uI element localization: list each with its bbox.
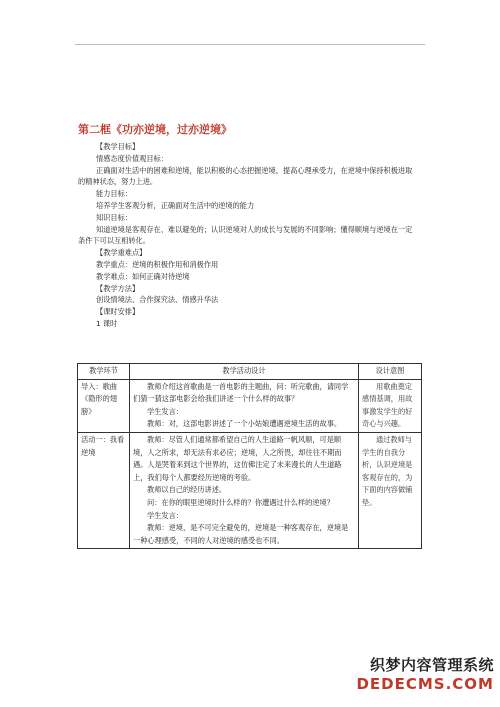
row1-paragraph: 教师：对，这部电影讲述了一个小姑娘遭遇逆境生活的故事。	[147, 419, 342, 429]
row1-intent-text: 用歌曲奠定感情基调，用故事激发学生的好奇心与兴趣。	[362, 381, 413, 429]
section-heading-objectives: 【教学目标】	[96, 142, 140, 151]
objective-ability-text: 培养学生客观分析，正确面对生活中的逆境的能力	[96, 200, 255, 210]
header-phase: 教学环节	[78, 364, 130, 380]
watermark	[356, 654, 494, 693]
top-divider	[75, 44, 425, 45]
schedule-text: 1 课时	[96, 318, 118, 328]
objective-knowledge-heading: 知识目标：	[96, 212, 132, 222]
objective-ability-heading: 能力目标：	[96, 189, 132, 199]
header-activity: 教学活动设计	[130, 364, 359, 380]
section-heading-methods: 【教学方法】	[96, 283, 140, 293]
row2-paragraph: 教师：尽管人们通常都希望自己的人生道路一帆风顺，可是顺境，人之所求，却无法有求必应；逆境，人之所畏，却往往不期而遇。人是哭着来到这个世界的，这仿佛注定了未来漫长的人生道路上，我们每个人都要经历逆境的考验。	[133, 434, 342, 482]
keypoint-difficulty: 教学难点：如何正确对待逆境	[96, 271, 190, 281]
row2-intent	[359, 432, 422, 548]
table-row	[78, 379, 422, 432]
row2-paragraph: 教师以自己的经历讲述。	[147, 485, 227, 495]
row2-paragraph: 学生发言：	[147, 510, 183, 520]
row2-paragraph: 教师：逆境，是不可完全避免的，逆境是一种客观存在，逆境是一种心理感受，不同的人对逆境的感受也不同。	[133, 523, 349, 545]
row2-paragraph: 问：在你的眼里逆境时什么样的？你遭遇过什么样的逆境？	[147, 497, 334, 507]
lesson-table	[77, 363, 422, 549]
row1-paragraph: 学生发言：	[147, 406, 183, 416]
objective-knowledge-text: 知道逆境是客观存在、难以避免的；认识逆境对人的成长与发展的不同影响；懂得顺境与逆境在一定条件下可以互相转化。	[78, 224, 413, 246]
methods-text: 创设情境法、合作探究法、情感升华法	[96, 295, 219, 305]
section-heading-keypoints: 【教学重难点】	[96, 248, 147, 258]
row1-paragraph: 教师介绍这首歌曲是一首电影的主题曲，问：听完歌曲，请同学们猜一猜这部电影会给我们讲述一个什么样的故事？	[133, 381, 349, 404]
objective-emotion-heading: 情感态度价值观目标：	[96, 153, 168, 163]
table-row	[78, 432, 422, 548]
row2-intent-text: 通过教师与学生的自我分析，认识逆境是客观存在的，为下面的内容做铺垫。	[362, 434, 413, 507]
row2-activity	[130, 432, 359, 548]
watermark-domain: DEDECMS.COM	[356, 675, 494, 693]
header-intent: 设计意图	[359, 364, 422, 380]
row1-activity	[130, 379, 359, 432]
row1-intent	[359, 379, 422, 432]
section-heading-schedule: 【课时安排】	[96, 307, 140, 317]
watermark-title: 织梦内容管理系统	[369, 656, 494, 674]
table-header-row	[78, 364, 422, 380]
row1-phase: 导入：歌曲《隐形的翅膀》	[78, 379, 130, 432]
objective-emotion-text: 正确面对生活中的困难和逆境，能以积极的心态把握逆境，提高心理承受力，在逆境中保持积极进取的精神状态，努力上进。	[78, 165, 413, 187]
page-title: 第二框《功亦逆境，过亦逆境》	[78, 123, 232, 136]
keypoint-focus: 教学重点：逆境的积极作用和消极作用	[96, 259, 219, 269]
row2-phase: 活动一：我看逆境	[78, 432, 130, 548]
lesson-plan-body	[78, 141, 418, 330]
